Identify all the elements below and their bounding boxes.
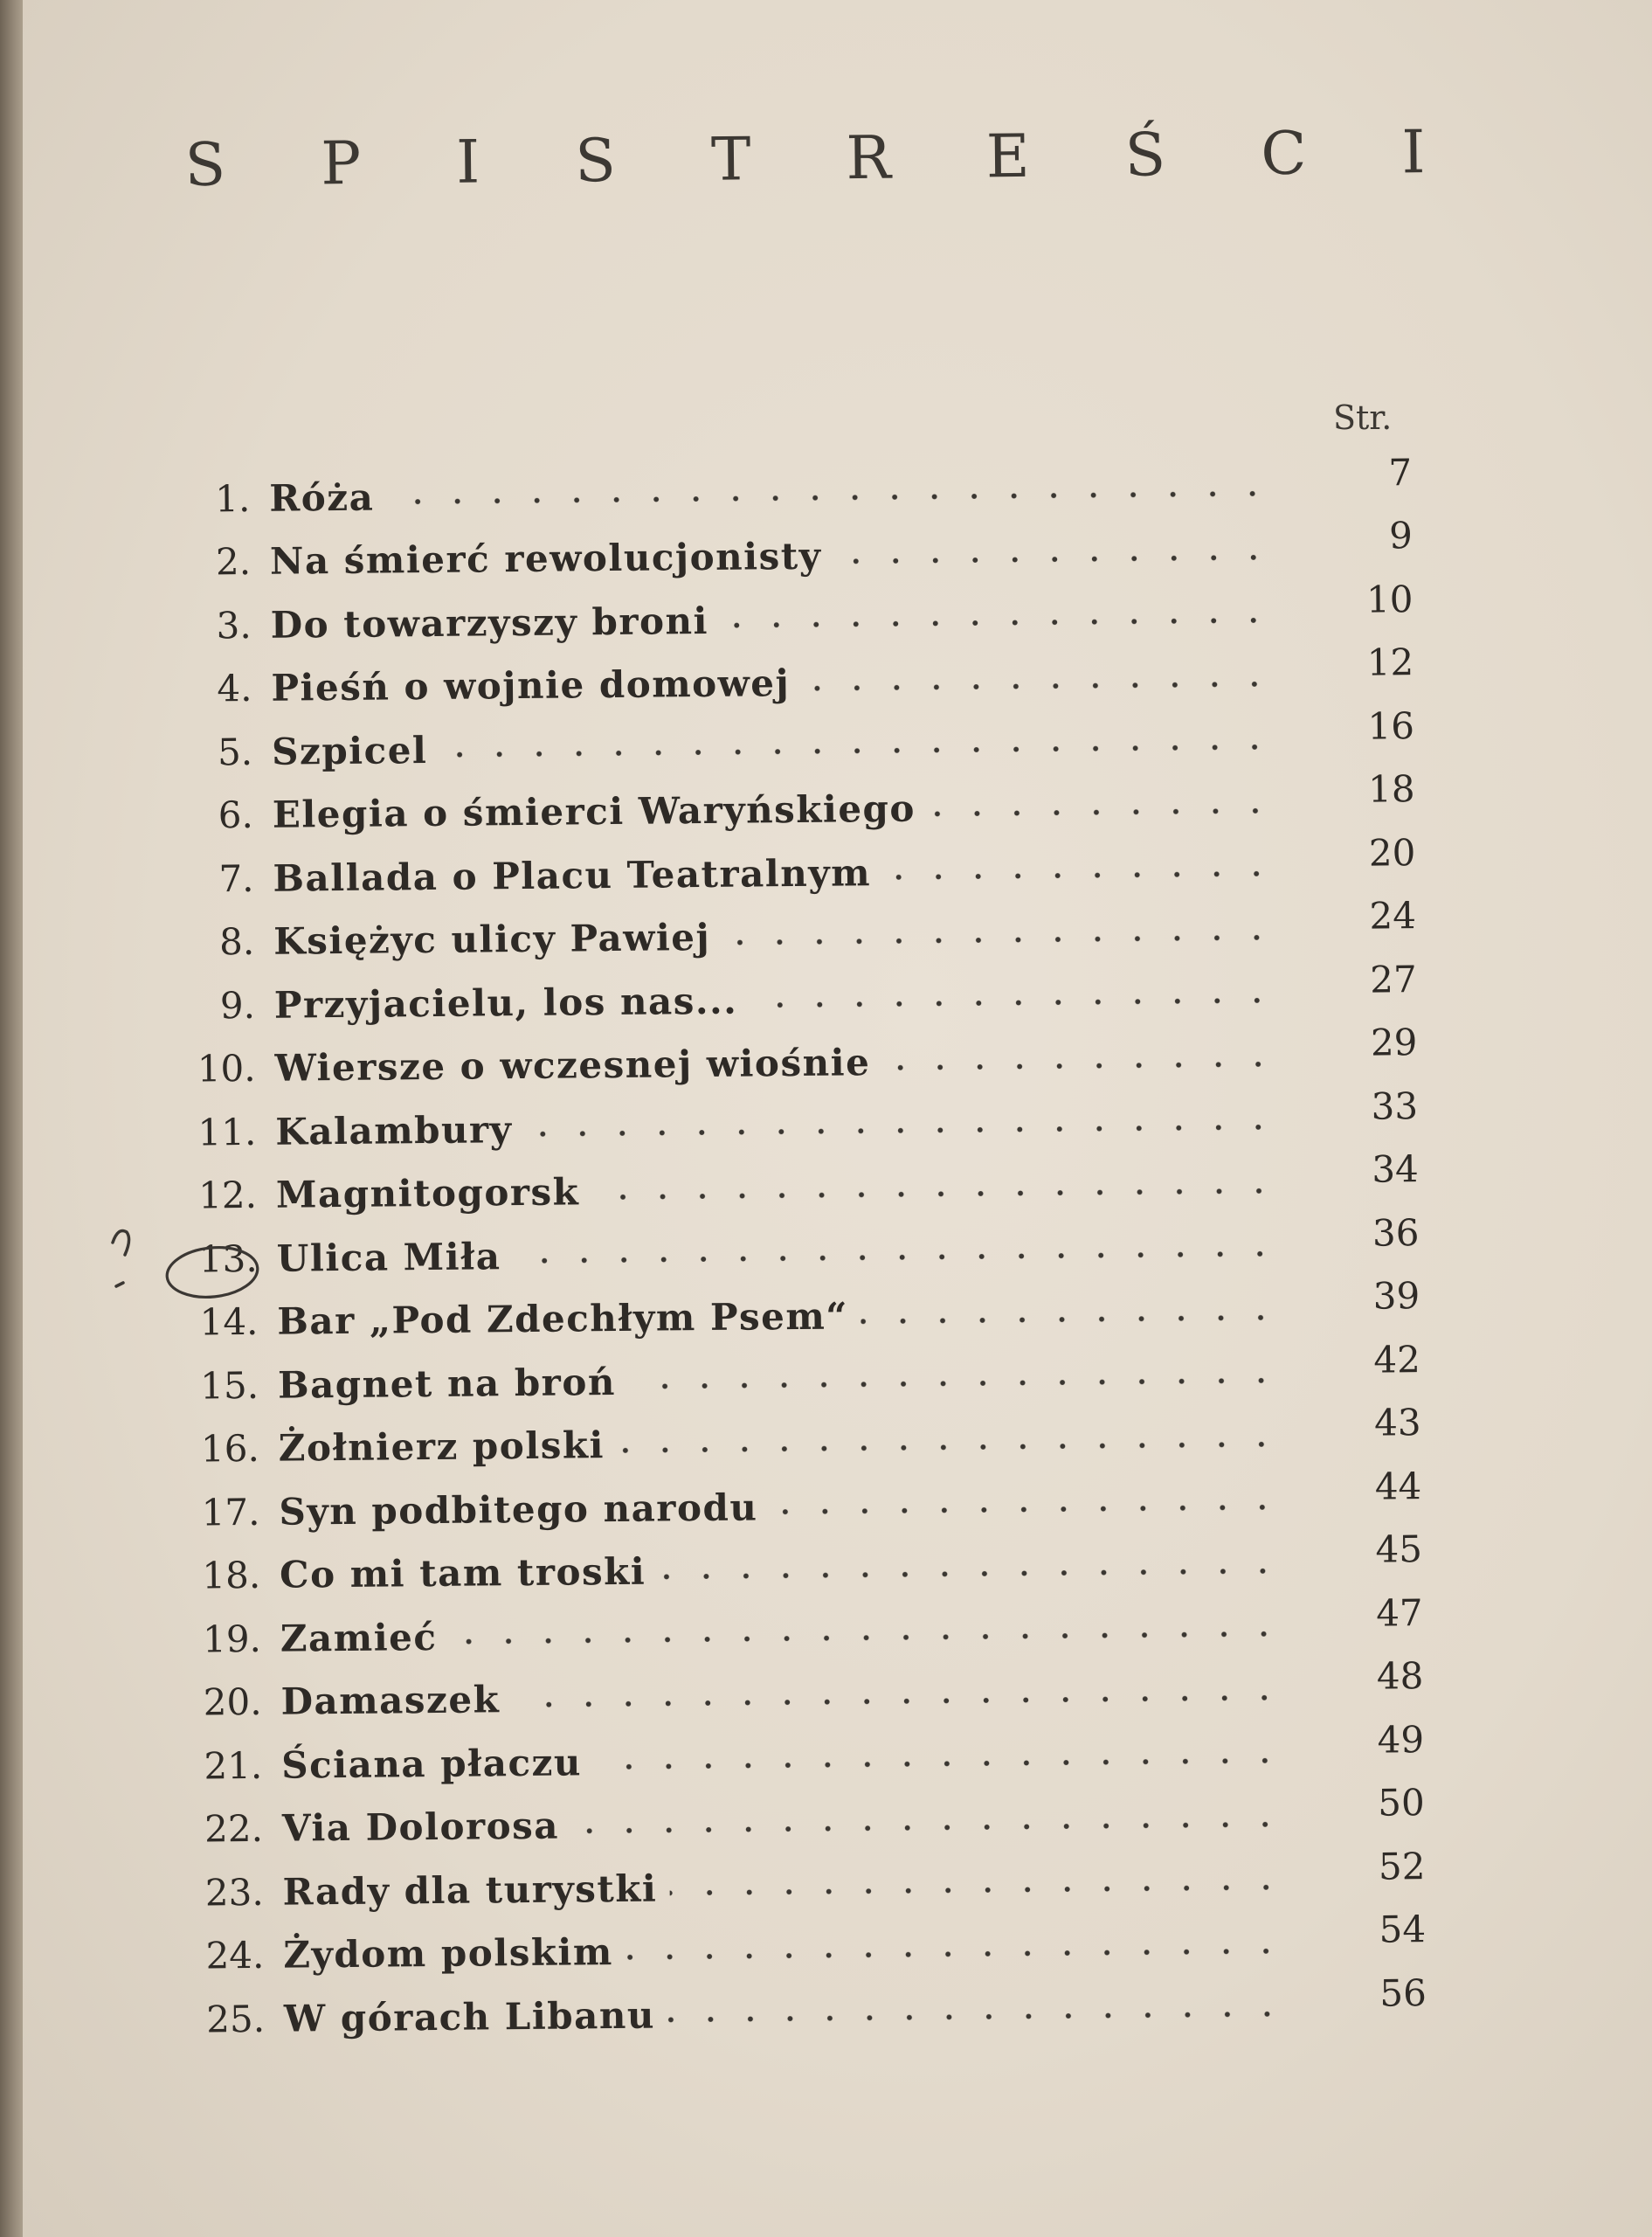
book-page bbox=[23, 0, 1652, 2237]
entry-page: 47 bbox=[1375, 1590, 1423, 1635]
entry-number: 11. bbox=[197, 1110, 257, 1154]
dot-leader bbox=[667, 2011, 1287, 2024]
page-column-label: Str. bbox=[1333, 398, 1393, 437]
toc-entry bbox=[156, 703, 1415, 784]
entry-page: 27 bbox=[1370, 957, 1417, 1001]
entry-title: Rady dla turystki bbox=[282, 1866, 658, 1914]
dot-leader bbox=[628, 1377, 1281, 1390]
entry-number: 9. bbox=[219, 983, 256, 1028]
dot-leader bbox=[669, 1884, 1285, 1897]
entry-number: 19. bbox=[202, 1617, 262, 1661]
title-letter: I bbox=[455, 128, 480, 197]
entry-title: Bagnet na broń bbox=[277, 1360, 617, 1407]
dot-leader bbox=[591, 1187, 1279, 1201]
entry-number: 21. bbox=[204, 1743, 263, 1788]
entry-title: Ściana płaczu bbox=[281, 1741, 583, 1787]
entry-page: 16 bbox=[1367, 703, 1415, 748]
dot-leader bbox=[617, 1440, 1282, 1453]
entry-page: 39 bbox=[1372, 1274, 1420, 1318]
dot-leader bbox=[883, 870, 1275, 881]
entry-number: 20. bbox=[203, 1680, 262, 1724]
entry-page: 36 bbox=[1372, 1210, 1420, 1255]
dot-leader bbox=[750, 997, 1277, 1009]
toc-entry bbox=[167, 1844, 1426, 1924]
entry-page: 52 bbox=[1378, 1844, 1426, 1888]
entry-title: Co mi tam troski bbox=[279, 1549, 646, 1596]
dot-leader bbox=[626, 1947, 1287, 1960]
title-letter: S bbox=[574, 126, 617, 197]
entry-page: 42 bbox=[1373, 1337, 1421, 1382]
title-letter: C bbox=[1260, 119, 1307, 190]
entry-page: 18 bbox=[1367, 767, 1415, 811]
toc-entry bbox=[155, 514, 1414, 594]
toc-entry bbox=[167, 1781, 1426, 1861]
dot-leader bbox=[439, 744, 1275, 758]
dot-leader bbox=[512, 1693, 1283, 1707]
entry-page: 29 bbox=[1370, 1021, 1418, 1064]
dot-leader bbox=[594, 1757, 1284, 1771]
entry-number: 15. bbox=[200, 1363, 259, 1408]
dot-leader bbox=[802, 680, 1274, 691]
entry-title: Na śmierć rewolucjonisty bbox=[269, 534, 822, 583]
entry-title: Do towarzyszy broni bbox=[270, 599, 709, 647]
toc-entry bbox=[156, 641, 1414, 721]
entry-number: 1. bbox=[215, 476, 251, 521]
entry-number: 2. bbox=[215, 540, 252, 584]
title-letter: Ś bbox=[1124, 121, 1166, 190]
title-letter: P bbox=[320, 128, 362, 199]
dot-leader bbox=[722, 933, 1276, 945]
entry-page: 56 bbox=[1379, 1970, 1427, 2015]
entry-number: 22. bbox=[204, 1807, 264, 1851]
entry-number: 8. bbox=[218, 920, 255, 964]
entry-page: 7 bbox=[1388, 450, 1413, 495]
entry-title: Via Dolorosa bbox=[281, 1804, 560, 1850]
entry-page: 24 bbox=[1369, 894, 1417, 938]
entry-title: Szpicel bbox=[271, 728, 428, 773]
entry-number: 17. bbox=[201, 1490, 260, 1534]
dot-leader bbox=[834, 553, 1274, 564]
entry-number: 25. bbox=[206, 1997, 266, 2041]
dot-leader bbox=[386, 490, 1272, 506]
toc-entry bbox=[159, 1021, 1418, 1101]
toc-entry bbox=[155, 577, 1414, 657]
entry-title: Ballada o Placu Teatralnym bbox=[273, 850, 872, 900]
dot-leader bbox=[861, 1313, 1280, 1325]
entry-page: 34 bbox=[1372, 1147, 1420, 1191]
entry-title: Pieśń o wojnie domowej bbox=[271, 661, 791, 710]
toc-entry bbox=[169, 1970, 1427, 2051]
page-title bbox=[184, 118, 1426, 200]
toc-entry bbox=[165, 1654, 1424, 1735]
entry-number: 4. bbox=[217, 667, 252, 710]
toc-entry bbox=[156, 767, 1415, 848]
entry-title: Róża bbox=[269, 475, 375, 520]
dot-leader bbox=[928, 807, 1275, 817]
pencil-circle-icon bbox=[106, 1223, 272, 1328]
dot-leader bbox=[449, 1631, 1282, 1645]
title-letter: T bbox=[710, 125, 751, 195]
dot-leader bbox=[513, 1250, 1279, 1264]
entry-number: 12. bbox=[197, 1174, 258, 1217]
toc-entry bbox=[160, 1084, 1419, 1164]
toc-list bbox=[154, 450, 1427, 2051]
toc-entry bbox=[166, 1717, 1425, 1797]
entry-page: 49 bbox=[1377, 1717, 1425, 1762]
toc-entry bbox=[162, 1401, 1421, 1481]
dot-leader bbox=[658, 1567, 1282, 1580]
entry-number: 16. bbox=[200, 1427, 260, 1471]
entry-number: 5. bbox=[217, 730, 253, 774]
toc-entry bbox=[163, 1464, 1422, 1544]
entry-number: 14. bbox=[199, 1300, 259, 1344]
entry-page: 9 bbox=[1388, 514, 1414, 558]
title-letter: S bbox=[184, 130, 226, 200]
toc-entry bbox=[162, 1337, 1421, 1417]
entry-title: Wiersze o wczesnej wiośnie bbox=[274, 1041, 871, 1090]
entry-page: 20 bbox=[1368, 830, 1416, 875]
entry-page: 45 bbox=[1375, 1527, 1423, 1571]
entry-title: Bar „Pod Zdechłym Psem“ bbox=[277, 1294, 849, 1343]
entry-page: 54 bbox=[1379, 1908, 1427, 1951]
toc-entry bbox=[164, 1527, 1423, 1608]
entry-number: 6. bbox=[218, 793, 254, 837]
entry-title: Magnitogorsk bbox=[275, 1170, 580, 1216]
dot-leader bbox=[882, 1060, 1277, 1070]
toc-entry bbox=[165, 1590, 1424, 1671]
entry-title: Żydom polskim bbox=[283, 1930, 614, 1977]
toc-entry bbox=[157, 830, 1416, 911]
entry-number: 10. bbox=[197, 1047, 256, 1091]
entry-title: Elegia o śmierci Waryńskiego bbox=[272, 786, 916, 836]
toc-entry bbox=[159, 957, 1418, 1037]
dot-leader bbox=[721, 617, 1274, 629]
toc-entry bbox=[168, 1908, 1427, 1988]
entry-page: 50 bbox=[1378, 1781, 1425, 1825]
title-letter: I bbox=[1401, 118, 1426, 188]
entry-title: Kalambury bbox=[275, 1107, 513, 1153]
entry-page: 33 bbox=[1371, 1084, 1419, 1128]
entry-page: 10 bbox=[1365, 577, 1414, 621]
entry-title: Księżyc ulicy Pawiej bbox=[273, 916, 711, 963]
entry-title: Ulica Miła bbox=[276, 1234, 501, 1280]
entry-title: W górach Libanu bbox=[283, 1993, 656, 2040]
entry-page: 12 bbox=[1366, 641, 1414, 684]
dot-leader bbox=[525, 1124, 1279, 1138]
title-letter: R bbox=[846, 123, 892, 194]
entry-number: 13. bbox=[198, 1236, 258, 1281]
toc-entry bbox=[158, 894, 1417, 974]
entry-title: Syn podbitego narodu bbox=[279, 1486, 758, 1534]
toc-entry bbox=[162, 1274, 1420, 1354]
entry-number: 23. bbox=[204, 1870, 264, 1915]
toc-entry bbox=[154, 450, 1413, 530]
entry-page: 44 bbox=[1374, 1464, 1422, 1508]
entry-page: 48 bbox=[1376, 1654, 1424, 1698]
entry-number: 18. bbox=[202, 1554, 261, 1597]
entry-page: 43 bbox=[1373, 1401, 1421, 1444]
toc-entry bbox=[161, 1210, 1420, 1291]
dot-leader bbox=[571, 1820, 1285, 1834]
entry-title: Przyjacielu, los nas... bbox=[273, 979, 738, 1027]
entry-number: 24. bbox=[205, 1934, 265, 1977]
entry-number: 7. bbox=[218, 856, 254, 901]
entry-number: 3. bbox=[216, 603, 252, 648]
entry-title: Zamieć bbox=[280, 1615, 438, 1660]
entry-title: Damaszek bbox=[280, 1678, 501, 1723]
dot-leader bbox=[770, 1504, 1282, 1516]
toc-entry bbox=[161, 1147, 1420, 1228]
entry-title: Żołnierz polski bbox=[278, 1423, 605, 1470]
title-letter: E bbox=[985, 121, 1030, 192]
